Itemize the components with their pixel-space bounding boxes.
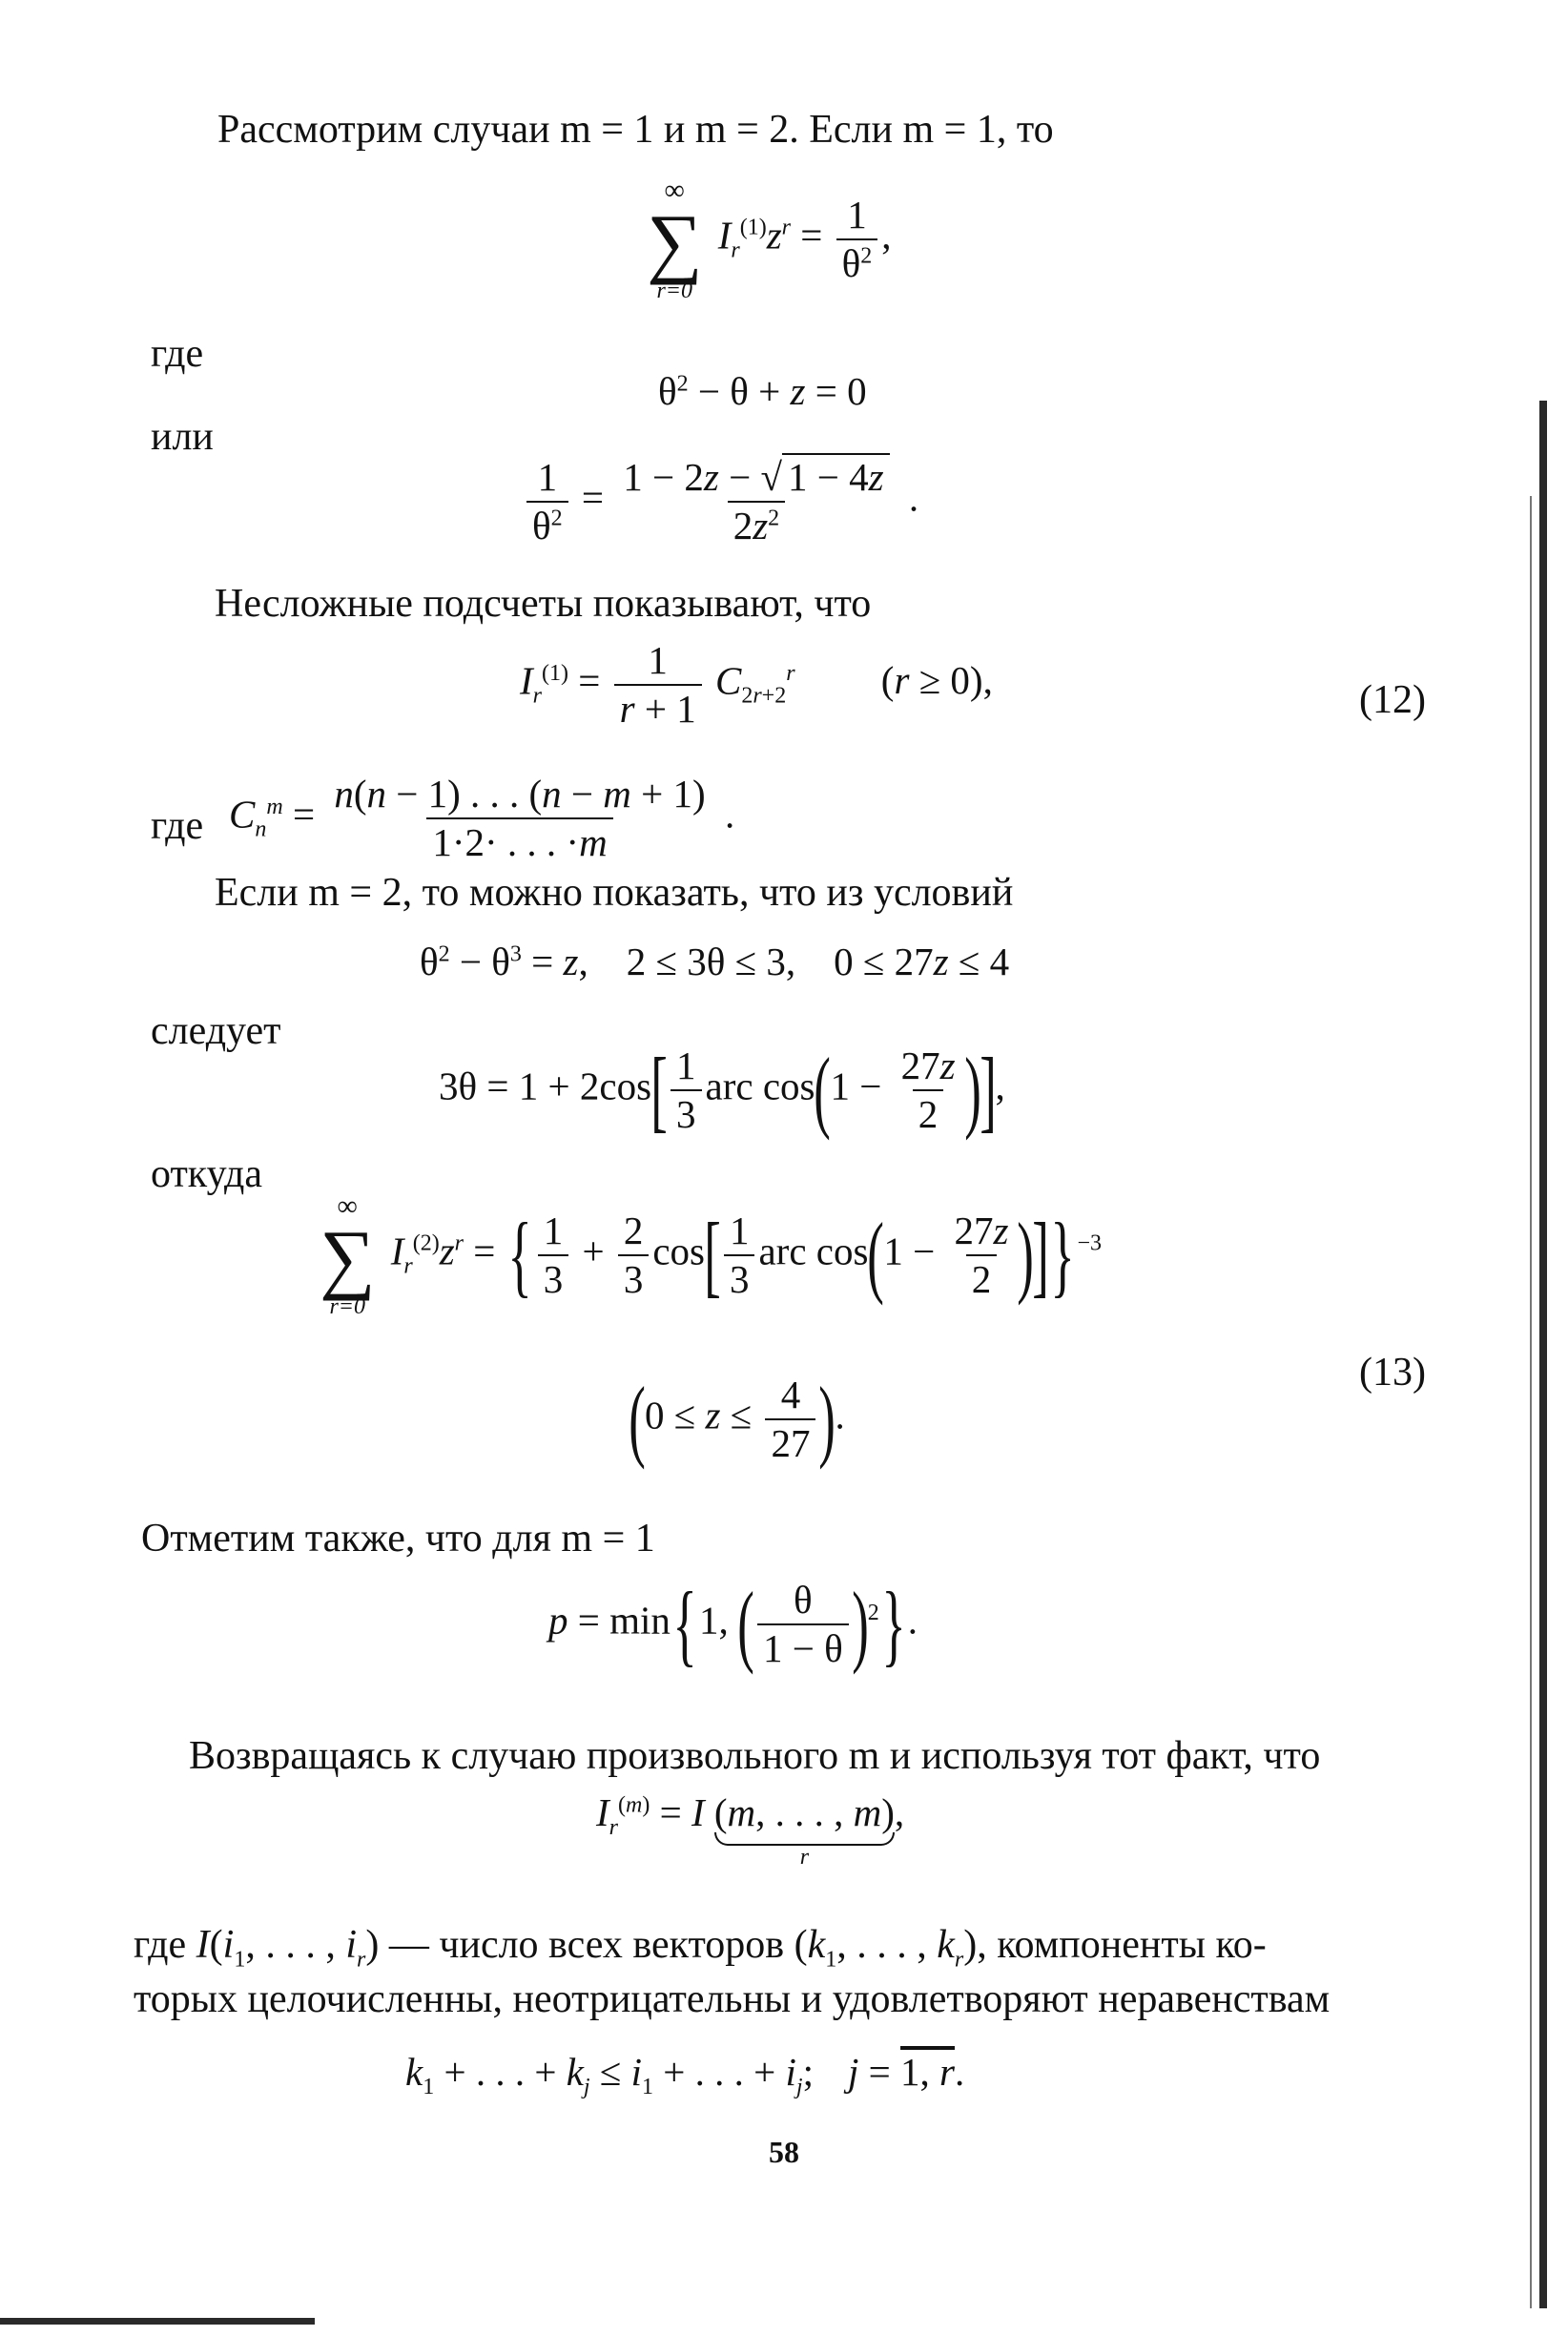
- definition-text-a: — число всех векторов: [388, 1923, 785, 1967]
- paragraph-calculations: Несложные подсчеты показывают, что: [215, 582, 872, 626]
- equation-p-min: p = min{1, ( $\frac{\theta}{1 - \theta}$ )$^2$}.: [548, 1573, 918, 1675]
- equation-I-r-m: $I_r^{(m)} = I$ (m, . . . , m) r ,: [596, 1790, 905, 1870]
- scan-bottom-edge: [0, 2318, 315, 2325]
- page-number: 58: [769, 2135, 799, 2169]
- book-spine-shadow: [1530, 496, 1532, 2308]
- paragraph-m2: Если m = 2, то можно показать, что из условий: [215, 871, 1014, 915]
- equation-inverse-theta: $\frac{1}{\theta^2}$ = $\frac{1 - 2z - √ 1 - 4z}{2z^2}$ .: [523, 458, 918, 546]
- definition-text-b: компоненты ко-: [997, 1923, 1267, 1967]
- equation-3theta: 3θ = 1 + 2cos[ $\frac{1}{3}$ arc cos(1 − $\frac{27z}{2}$ )],: [439, 1039, 1005, 1141]
- equation-conditions: $\theta^2 - \theta^3 = z$, 2 ≤ 3θ ≤ 3, 0 ≤ 27z ≤ 4: [420, 940, 1010, 983]
- paragraph-note: Отметим также, что для m = 1: [141, 1517, 655, 1561]
- equation-13-sum: ∞ ∑ r=0 $I_r^{(2)}z^r$ = { $\frac{1}{3}$ + $\frac{2}{3}$ cos[ $\frac{1}{3}$ arc cos(1 − $\frac{27z}{2}$ )]}$^{-3}$: [320, 1190, 1103, 1319]
- word-ili: или: [151, 415, 214, 459]
- equation-sum-m1: ∞ ∑ r=0 $I_r^{(1)}z^r$ = $\frac{1}{\theta^2}$ ,: [647, 175, 892, 303]
- equation-binomial-definition: $C_n^m$ = $\frac{n(n - 1) . . . (n - m + 1)}{1\cdot 2\cdot . . . \cdot m}$ .: [229, 772, 735, 864]
- equation-13-range: (0 ≤ z ≤ $\frac{4}{27}$ ).: [629, 1368, 845, 1470]
- equation-number-12: (12): [1359, 678, 1426, 722]
- paragraph-definition-line1: где $I(i_1$, . . . , $i_r$) — число всех векторов ($k_1$, . . . , $k_r$), компоненты ко-: [134, 1923, 1267, 1973]
- word-sleduet: следует: [151, 1009, 281, 1053]
- word-gde-3: где: [134, 1923, 187, 1967]
- word-gde-2: где: [151, 804, 204, 848]
- paragraph-definition-line2: торых целочисленны, неотрицательны и удовлетворяют неравенствам: [134, 1977, 1331, 2021]
- equation-theta-quadratic: $\theta^2 - \theta + z = 0$: [658, 369, 867, 413]
- word-gde-1: где: [151, 332, 204, 376]
- book-spine-edge: [1539, 401, 1547, 2308]
- paragraph-general-m: Возвращаясь к случаю произвольного m и используя тот факт, что: [189, 1734, 1321, 1778]
- equation-12: $I_r^{(1)}$ = $\frac{1}{r + 1}$ $C_{2r+2}^r$ (r ≥ 0),: [520, 638, 993, 731]
- paragraph-intro: Рассмотрим случаи m = 1 и m = 2. Если m = 1, то: [217, 108, 1054, 152]
- word-otkuda: откуда: [151, 1152, 262, 1196]
- equation-inequalities: $k_1$ + . . . + $k_j \le i_1$ + . . . + $i_j$; j = 1, r.: [405, 2050, 965, 2100]
- equation-number-13: (13): [1359, 1351, 1426, 1395]
